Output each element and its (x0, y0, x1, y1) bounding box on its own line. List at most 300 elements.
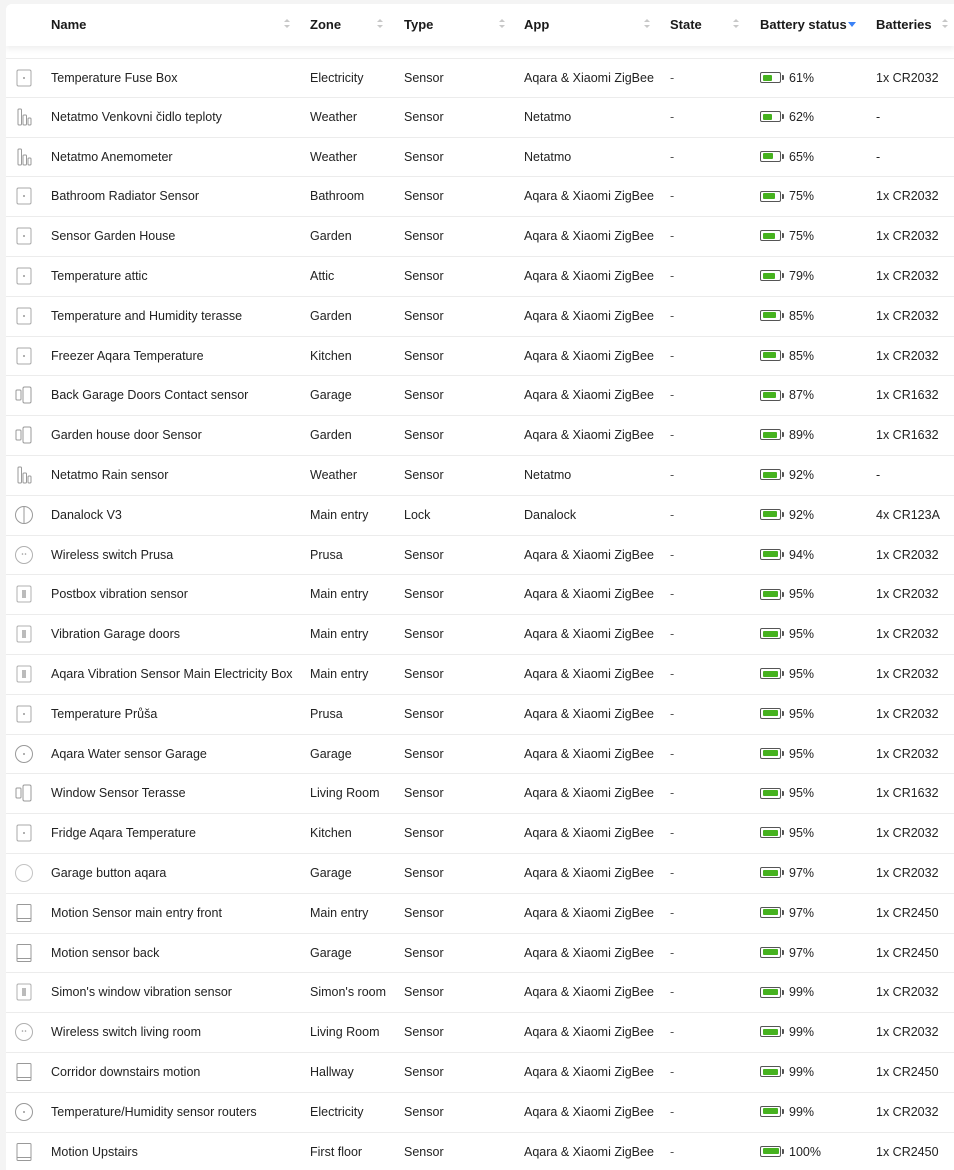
battery-percent: 95% (789, 627, 815, 642)
device-type: Sensor (404, 189, 444, 204)
temperature-sensor-icon (14, 306, 34, 326)
battery-type: 1x CR2032 (876, 268, 939, 283)
device-name[interactable]: Aqara Water sensor Garage (51, 746, 207, 761)
battery-icon (760, 708, 781, 719)
table-row[interactable] (6, 297, 954, 337)
table-row[interactable] (6, 98, 954, 138)
device-state: - (670, 229, 675, 244)
device-state: - (670, 348, 675, 363)
battery-icon (760, 151, 781, 162)
device-name[interactable]: Fridge Aqara Temperature (51, 826, 196, 841)
table-row[interactable] (6, 1093, 954, 1133)
table-header (6, 4, 954, 46)
device-type: Sensor (404, 786, 444, 801)
device-state: - (670, 308, 675, 323)
device-app: Aqara & Xiaomi ZigBee (524, 388, 654, 403)
battery-icon (760, 310, 781, 321)
temperature-sensor-icon (14, 704, 34, 724)
device-name[interactable]: Corridor downstairs motion (51, 1064, 201, 1079)
battery-fill (763, 472, 778, 478)
table-row[interactable] (6, 376, 954, 416)
battery-percent: 85% (789, 308, 815, 323)
battery-percent: 94% (789, 547, 815, 562)
battery-fill (763, 949, 779, 955)
battery-type: 4x CR123A (876, 507, 940, 522)
battery-fill (763, 1108, 779, 1114)
battery-fill (763, 75, 773, 81)
contact-sensor-icon (14, 385, 34, 405)
device-state: - (670, 1104, 675, 1119)
column-header-type[interactable]: Type (404, 17, 434, 32)
device-app: Aqara & Xiaomi ZigBee (524, 268, 654, 283)
battery-status (760, 456, 814, 495)
device-app: Netatmo (524, 149, 572, 164)
device-type: Sensor (404, 945, 444, 960)
battery-percent: 95% (789, 746, 815, 761)
battery-status (760, 814, 814, 853)
battery-type: 1x CR2032 (876, 865, 939, 880)
device-type: Sensor (404, 627, 444, 642)
device-name[interactable]: Netatmo Anemometer (51, 149, 173, 164)
battery-fill (763, 1069, 779, 1075)
device-name[interactable]: Temperature and Humidity terasse (51, 308, 243, 323)
battery-icon (760, 111, 781, 122)
sort-icon[interactable] (377, 19, 383, 29)
device-name[interactable]: Back Garage Doors Contact sensor (51, 388, 249, 403)
device-app: Aqara & Xiaomi ZigBee (524, 348, 654, 363)
battery-percent: 75% (789, 189, 815, 204)
device-zone: Garden (310, 428, 352, 443)
device-app: Aqara & Xiaomi ZigBee (524, 746, 654, 761)
battery-status (760, 854, 814, 893)
device-type: Sensor (404, 268, 444, 283)
device-type: Sensor (404, 1064, 444, 1079)
table-row[interactable] (6, 496, 954, 536)
device-name[interactable]: Garden house door Sensor (51, 428, 202, 443)
temperature-sensor-icon (14, 68, 34, 88)
device-type: Sensor (404, 826, 444, 841)
contact-sensor-icon (14, 783, 34, 803)
battery-status (760, 257, 814, 296)
device-state: - (670, 428, 675, 443)
device-app: Aqara & Xiaomi ZigBee (524, 865, 654, 880)
device-name[interactable]: Freezer Aqara Temperature (51, 348, 204, 363)
device-name[interactable]: Wireless switch living room (51, 1025, 202, 1040)
battery-icon (760, 628, 781, 639)
device-app: Netatmo (524, 109, 572, 124)
column-header-state[interactable]: State (670, 17, 702, 32)
device-app: Aqara & Xiaomi ZigBee (524, 945, 654, 960)
battery-type: 1x CR2032 (876, 826, 939, 841)
battery-icon (760, 947, 781, 958)
device-app: Aqara & Xiaomi ZigBee (524, 587, 654, 602)
device-type: Sensor (404, 905, 444, 920)
sort-icon[interactable] (499, 19, 505, 29)
device-state: - (670, 109, 675, 124)
water-sensor-icon (14, 744, 34, 764)
device-state: - (670, 826, 675, 841)
water-sensor-icon (14, 1102, 34, 1122)
battery-percent: 100% (789, 1144, 821, 1159)
device-type: Lock (404, 507, 431, 522)
battery-status (760, 695, 814, 734)
battery-fill (763, 551, 778, 557)
battery-icon (760, 668, 781, 679)
battery-fill (763, 790, 778, 796)
battery-percent: 89% (789, 428, 815, 443)
battery-fill (763, 432, 777, 438)
device-state: - (670, 985, 675, 1000)
battery-fill (763, 1029, 779, 1035)
sort-icon[interactable] (284, 19, 290, 29)
table-row[interactable] (6, 456, 954, 496)
battery-status (760, 934, 814, 973)
table-row[interactable] (6, 217, 954, 257)
device-name[interactable]: Aqara Vibration Sensor Main Electricity Box (51, 666, 293, 681)
vibration-sensor-icon (14, 624, 34, 644)
battery-type: 1x CR2032 (876, 666, 939, 681)
battery-icon (760, 230, 781, 241)
battery-type: 1x CR2032 (876, 985, 939, 1000)
battery-percent: 97% (789, 945, 815, 960)
device-app: Danalock (524, 507, 577, 522)
column-header-zone[interactable]: Zone (310, 17, 342, 32)
table-row[interactable] (6, 257, 954, 297)
device-state: - (670, 388, 675, 403)
battery-fill (763, 671, 778, 677)
battery-status (760, 59, 814, 98)
battery-status (760, 297, 814, 336)
device-zone: Garden (310, 308, 352, 323)
battery-type: - (876, 109, 881, 124)
device-name[interactable]: Motion sensor back (51, 945, 160, 960)
battery-percent: 65% (789, 149, 815, 164)
table-row[interactable] (6, 416, 954, 456)
table-row[interactable] (6, 894, 954, 934)
device-state: - (670, 706, 675, 721)
device-state: - (670, 467, 675, 482)
device-name[interactable]: Temperature Fuse Box (51, 71, 178, 85)
device-state: - (670, 1064, 675, 1079)
device-type: Sensor (404, 308, 444, 323)
battery-status (760, 217, 814, 256)
device-name[interactable]: Bathroom Radiator Sensor (51, 189, 199, 204)
battery-percent: 95% (789, 786, 815, 801)
vibration-sensor-icon (14, 584, 34, 604)
battery-percent: 62% (789, 109, 815, 124)
motion-sensor-icon (14, 943, 34, 963)
device-type: Sensor (404, 985, 444, 1000)
devices-table (6, 4, 954, 1170)
table-row[interactable] (6, 934, 954, 974)
netatmo-module-icon (14, 107, 34, 127)
table-row[interactable] (6, 177, 954, 217)
column-header-battery-status[interactable]: Battery status (760, 17, 847, 32)
table-row[interactable] (6, 814, 954, 854)
table-row[interactable] (6, 973, 954, 1013)
device-zone: Electricity (310, 1104, 364, 1119)
battery-icon (760, 350, 781, 361)
battery-icon (760, 589, 781, 600)
battery-icon (760, 390, 781, 401)
device-zone: Main entry (310, 627, 369, 642)
device-zone: Garden (310, 229, 352, 244)
table-row[interactable] (6, 1133, 954, 1170)
battery-percent: 99% (789, 1025, 815, 1040)
battery-status (760, 177, 814, 216)
battery-status (760, 496, 814, 535)
device-name[interactable]: Motion Upstairs (51, 1144, 138, 1159)
battery-status (760, 774, 814, 813)
battery-percent: 92% (789, 467, 815, 482)
device-state: - (670, 865, 675, 880)
sort-descending-icon[interactable] (848, 19, 854, 29)
device-zone: First floor (310, 1144, 363, 1159)
device-app: Aqara & Xiaomi ZigBee (524, 627, 654, 642)
device-type: Sensor (404, 706, 444, 721)
battery-fill (763, 989, 779, 995)
device-type: Sensor (404, 388, 444, 403)
battery-type: 1x CR2032 (876, 1025, 939, 1040)
motion-sensor-icon (14, 903, 34, 923)
table-row[interactable] (6, 615, 954, 655)
battery-icon (760, 748, 781, 759)
table-row[interactable] (6, 854, 954, 894)
battery-type: 1x CR2032 (876, 746, 939, 761)
battery-type: 1x CR2450 (876, 945, 939, 960)
device-app: Aqara & Xiaomi ZigBee (524, 826, 654, 841)
battery-fill (763, 511, 778, 517)
battery-status (760, 98, 814, 137)
device-state: - (670, 507, 675, 522)
table-row[interactable] (6, 575, 954, 615)
battery-percent: 95% (789, 587, 815, 602)
battery-fill (763, 591, 778, 597)
device-zone: Garage (310, 865, 352, 880)
battery-fill (763, 710, 778, 716)
battery-icon (760, 1066, 781, 1077)
temperature-sensor-icon (14, 346, 34, 366)
battery-type: - (876, 467, 881, 482)
device-name[interactable]: Netatmo Rain sensor (51, 467, 169, 482)
device-name[interactable]: Window Sensor Terasse (51, 786, 186, 801)
device-state: - (670, 71, 675, 85)
battery-percent: 99% (789, 1064, 815, 1079)
battery-status (760, 337, 814, 376)
device-name[interactable]: Danalock V3 (51, 507, 122, 522)
battery-status (760, 376, 814, 415)
battery-percent: 95% (789, 666, 815, 681)
device-zone: Hallway (310, 1064, 354, 1079)
battery-fill (763, 631, 778, 637)
device-zone: Weather (310, 149, 358, 164)
battery-fill (763, 352, 777, 358)
battery-type: - (876, 149, 881, 164)
device-name[interactable]: Temperature Průša (51, 706, 158, 721)
wireless-switch-icon (14, 545, 34, 565)
device-zone: Living Room (310, 1025, 380, 1040)
device-type: Sensor (404, 1104, 444, 1119)
battery-percent: 87% (789, 388, 815, 403)
device-zone: Garage (310, 388, 352, 403)
device-name[interactable]: Netatmo Venkovni čidlo teploty (51, 109, 222, 124)
battery-icon (760, 191, 781, 202)
device-name[interactable]: Temperature/Humidity sensor routers (51, 1104, 257, 1119)
battery-status (760, 416, 814, 455)
battery-fill (763, 273, 776, 279)
button-icon (14, 863, 34, 883)
device-state: - (670, 945, 675, 960)
device-zone: Weather (310, 467, 358, 482)
table-body (6, 58, 954, 1170)
table-row[interactable] (6, 774, 954, 814)
table-row[interactable] (6, 1013, 954, 1053)
device-state: - (670, 666, 675, 681)
device-app: Netatmo (524, 467, 572, 482)
battery-percent: 79% (789, 268, 815, 283)
device-name[interactable]: Postbox vibration sensor (51, 587, 188, 602)
battery-icon (760, 907, 781, 918)
battery-fill (763, 193, 775, 199)
table-row[interactable] (6, 695, 954, 735)
wireless-switch-icon (14, 1022, 34, 1042)
battery-fill (763, 233, 775, 239)
device-zone: Garage (310, 945, 352, 960)
battery-status (760, 894, 814, 933)
battery-type: 1x CR2032 (876, 71, 939, 85)
battery-fill (763, 830, 778, 836)
battery-percent: 95% (789, 706, 815, 721)
battery-icon (760, 987, 781, 998)
device-type: Sensor (404, 1025, 444, 1040)
device-zone: Kitchen (310, 826, 352, 841)
device-zone: Prusa (310, 547, 343, 562)
device-name[interactable]: Temperature attic (51, 268, 148, 283)
table-row[interactable] (6, 138, 954, 178)
device-zone: Electricity (310, 71, 364, 85)
device-state: - (670, 786, 675, 801)
column-header-app[interactable]: App (524, 17, 550, 32)
device-state: - (670, 905, 675, 920)
device-app: Aqara & Xiaomi ZigBee (524, 666, 654, 681)
device-type: Sensor (404, 1144, 444, 1159)
battery-icon (760, 469, 781, 480)
battery-fill (763, 153, 773, 159)
device-zone: Weather (310, 109, 358, 124)
device-state: - (670, 149, 675, 164)
battery-type: 1x CR1632 (876, 388, 939, 403)
battery-icon (760, 270, 781, 281)
battery-type: 1x CR2032 (876, 547, 939, 562)
battery-type: 1x CR2450 (876, 905, 939, 920)
table-row[interactable] (6, 536, 954, 576)
device-app: Aqara & Xiaomi ZigBee (524, 71, 654, 85)
column-header-name[interactable]: Name (51, 17, 87, 32)
battery-percent: 85% (789, 348, 815, 363)
battery-status (760, 138, 814, 177)
device-type: Sensor (404, 348, 444, 363)
vibration-sensor-icon (14, 664, 34, 684)
battery-icon (760, 788, 781, 799)
table-row[interactable] (6, 1053, 954, 1093)
table-row[interactable] (6, 735, 954, 775)
battery-status (760, 575, 814, 614)
battery-percent: 99% (789, 985, 815, 1000)
battery-status (760, 1013, 814, 1052)
lock-icon (14, 505, 34, 525)
device-app: Aqara & Xiaomi ZigBee (524, 905, 654, 920)
device-app: Aqara & Xiaomi ZigBee (524, 189, 654, 204)
device-name[interactable]: Simon's window vibration sensor (51, 985, 232, 1000)
battery-percent: 97% (789, 905, 815, 920)
temperature-sensor-icon (14, 266, 34, 286)
battery-fill (763, 392, 777, 398)
battery-icon (760, 1146, 781, 1157)
device-name[interactable]: Garage button aqara (51, 865, 167, 880)
device-zone: Living Room (310, 786, 380, 801)
device-state: - (670, 746, 675, 761)
battery-type: 1x CR1632 (876, 428, 939, 443)
battery-icon (760, 429, 781, 440)
table-row[interactable] (6, 58, 954, 98)
device-type: Sensor (404, 587, 444, 602)
device-app: Aqara & Xiaomi ZigBee (524, 985, 654, 1000)
device-zone: Main entry (310, 507, 369, 522)
device-name[interactable]: Vibration Garage doors (51, 627, 181, 642)
device-state: - (670, 627, 675, 642)
device-zone: Attic (310, 268, 335, 283)
battery-type: 1x CR2032 (876, 587, 939, 602)
battery-status (760, 655, 814, 694)
battery-type: 1x CR2032 (876, 229, 939, 244)
battery-fill (763, 1148, 779, 1154)
device-type: Sensor (404, 71, 444, 85)
battery-status (760, 536, 814, 575)
battery-status (760, 735, 814, 774)
battery-type: 1x CR2032 (876, 627, 939, 642)
device-app: Aqara & Xiaomi ZigBee (524, 229, 654, 244)
battery-icon (760, 509, 781, 520)
sort-icon[interactable] (733, 19, 739, 29)
device-name[interactable]: Sensor Garden House (51, 229, 176, 244)
device-type: Sensor (404, 428, 444, 443)
device-name[interactable]: Wireless switch Prusa (51, 547, 174, 562)
device-app: Aqara & Xiaomi ZigBee (524, 547, 654, 562)
device-name[interactable]: Motion Sensor main entry front (51, 905, 222, 920)
device-app: Aqara & Xiaomi ZigBee (524, 1144, 654, 1159)
battery-icon (760, 827, 781, 838)
battery-fill (763, 312, 777, 318)
battery-type: 1x CR1632 (876, 786, 939, 801)
battery-icon (760, 549, 781, 560)
temperature-sensor-icon (14, 823, 34, 843)
sort-icon[interactable] (644, 19, 650, 29)
battery-fill (763, 114, 773, 120)
battery-icon (760, 72, 781, 83)
device-state: - (670, 1144, 675, 1159)
column-header-batteries[interactable]: Batteries (876, 17, 932, 32)
table-row[interactable] (6, 655, 954, 695)
battery-icon (760, 867, 781, 878)
device-zone: Garage (310, 746, 352, 761)
device-type: Sensor (404, 865, 444, 880)
device-app: Aqara & Xiaomi ZigBee (524, 786, 654, 801)
table-row[interactable] (6, 337, 954, 377)
temperature-sensor-icon (14, 186, 34, 206)
sort-icon[interactable] (942, 19, 948, 29)
contact-sensor-icon (14, 425, 34, 445)
battery-percent: 92% (789, 507, 815, 522)
